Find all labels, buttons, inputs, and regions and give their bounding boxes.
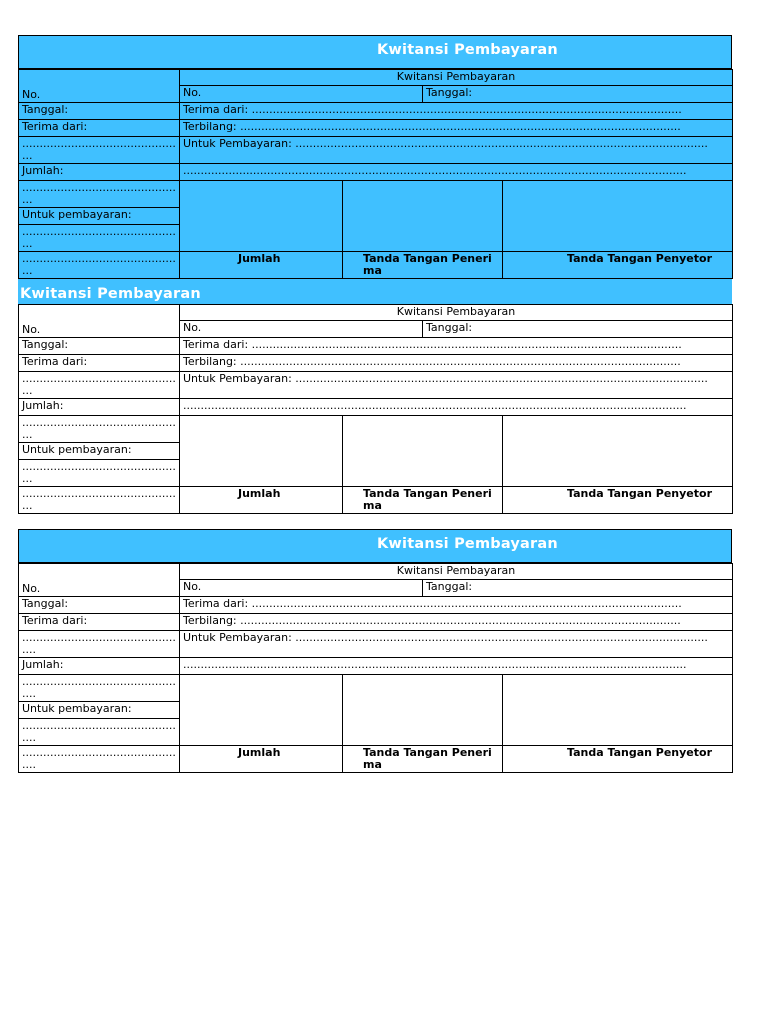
- receipt-3: [18, 529, 732, 773]
- jumlah-box[interactable]: [180, 416, 343, 487]
- dots-line: ............................................: [22, 747, 176, 759]
- dots-line: ............................................: [22, 417, 176, 429]
- terima-dari-field[interactable]: Terima dari: ...........................................................................................................................: [180, 103, 733, 120]
- jumlah-caption: Jumlah: [180, 487, 343, 514]
- untuk-pembayaran-field[interactable]: Untuk Pembayaran: ......................................................................................................................: [180, 137, 733, 164]
- penyetor-signature-box[interactable]: [503, 675, 733, 746]
- dots-line: ............................................: [22, 461, 176, 473]
- receipt-title: Kwitansi Pembayaran: [20, 286, 201, 302]
- no-field[interactable]: No.: [180, 580, 423, 597]
- left-untuk-pembayaran-label: Untuk pembayaran:: [19, 443, 180, 460]
- left-no-label: No.: [19, 564, 180, 597]
- dots-line-end: ...: [22, 500, 33, 512]
- dots-line: ............................................: [22, 182, 176, 194]
- dots-line-end: ...: [22, 238, 33, 250]
- penerima-signature-box[interactable]: [343, 181, 503, 252]
- left-dotted-line: [19, 137, 180, 164]
- left-terima-dari-label: Terima dari:: [19, 120, 180, 137]
- left-terima-dari-label: Terima dari:: [19, 614, 180, 631]
- dots-line: ............................................: [22, 676, 176, 688]
- jumlah-caption: Jumlah: [180, 252, 343, 279]
- left-dotted-line: [19, 460, 180, 487]
- receipt-2: [18, 279, 732, 514]
- dots-line-end: ...: [22, 194, 33, 206]
- dots-line: ............................................: [22, 253, 176, 265]
- penerima-signature-box[interactable]: [343, 416, 503, 487]
- dots-line-end: ...: [22, 429, 33, 441]
- receipt-title-bar: [18, 529, 732, 563]
- jumlah-field[interactable]: ................................................................................................................................................: [180, 164, 733, 181]
- form-header: Kwitansi Pembayaran: [180, 305, 733, 321]
- form-header: Kwitansi Pembayaran: [180, 564, 733, 580]
- terima-dari-field[interactable]: Terima dari: ...........................................................................................................................: [180, 597, 733, 614]
- dots-line-end: ...: [22, 385, 33, 397]
- left-dotted-line: [19, 746, 180, 773]
- jumlah-caption: Jumlah: [180, 746, 343, 773]
- terbilang-field[interactable]: Terbilang: ..............................................................................................................................: [180, 355, 733, 372]
- left-jumlah-label: Jumlah:: [19, 164, 180, 181]
- penyetor-caption: Tanda Tangan Penyetor: [503, 746, 733, 773]
- receipt-title-bar: [18, 35, 732, 69]
- tanggal-field[interactable]: Tanggal:: [423, 580, 733, 597]
- dots-line: ............................................: [22, 138, 176, 150]
- dots-line-end: ....: [22, 732, 36, 744]
- no-field[interactable]: No.: [180, 86, 423, 103]
- left-untuk-pembayaran-label: Untuk pembayaran:: [19, 702, 180, 719]
- penyetor-signature-box[interactable]: [503, 181, 733, 252]
- dots-line: ............................................: [22, 373, 176, 385]
- left-dotted-line: [19, 225, 180, 252]
- tanggal-field[interactable]: Tanggal:: [423, 321, 733, 338]
- left-tanggal-label: Tanggal:: [19, 338, 180, 355]
- jumlah-field[interactable]: ................................................................................................................................................: [180, 399, 733, 416]
- dots-line: ............................................: [22, 488, 176, 500]
- dots-line-end: ...: [22, 473, 33, 485]
- dots-line-end: ...: [22, 150, 33, 162]
- left-tanggal-label: Tanggal:: [19, 597, 180, 614]
- penerima-caption: Tanda Tangan Penerima: [343, 487, 503, 514]
- untuk-pembayaran-field[interactable]: Untuk Pembayaran: ......................................................................................................................: [180, 631, 733, 658]
- left-untuk-pembayaran-label: Untuk pembayaran:: [19, 208, 180, 225]
- receipt-form: [18, 304, 733, 514]
- left-tanggal-label: Tanggal:: [19, 103, 180, 120]
- penyetor-caption: Tanda Tangan Penyetor: [503, 252, 733, 279]
- penyetor-caption: Tanda Tangan Penyetor: [503, 487, 733, 514]
- receipt-title: Kwitansi Pembayaran: [377, 42, 558, 58]
- dots-line-end: ...: [22, 265, 33, 277]
- left-dotted-line: [19, 675, 180, 702]
- receipt-1: [18, 35, 732, 279]
- dots-line: ............................................: [22, 720, 176, 732]
- form-header: Kwitansi Pembayaran: [180, 70, 733, 86]
- untuk-pembayaran-field[interactable]: Untuk Pembayaran: ......................................................................................................................: [180, 372, 733, 399]
- left-dotted-line: [19, 252, 180, 279]
- penerima-caption: Tanda Tangan Penerima: [343, 746, 503, 773]
- left-no-label: No.: [19, 70, 180, 103]
- dots-line: ............................................: [22, 632, 176, 644]
- penerima-signature-box[interactable]: [343, 675, 503, 746]
- jumlah-box[interactable]: [180, 675, 343, 746]
- receipt-title-bar: [18, 279, 732, 304]
- jumlah-field[interactable]: ................................................................................................................................................: [180, 658, 733, 675]
- dots-line: ............................................: [22, 226, 176, 238]
- left-dotted-line: [19, 631, 180, 658]
- no-field[interactable]: No.: [180, 321, 423, 338]
- left-dotted-line: [19, 416, 180, 443]
- dots-line-end: ....: [22, 688, 36, 700]
- terbilang-field[interactable]: Terbilang: ..............................................................................................................................: [180, 120, 733, 137]
- receipt-title: Kwitansi Pembayaran: [377, 536, 558, 552]
- left-jumlah-label: Jumlah:: [19, 658, 180, 675]
- penerima-caption: Tanda Tangan Penerima: [343, 252, 503, 279]
- left-dotted-line: [19, 487, 180, 514]
- left-dotted-line: [19, 181, 180, 208]
- jumlah-box[interactable]: [180, 181, 343, 252]
- left-terima-dari-label: Terima dari:: [19, 355, 180, 372]
- terima-dari-field[interactable]: Terima dari: ...........................................................................................................................: [180, 338, 733, 355]
- left-jumlah-label: Jumlah:: [19, 399, 180, 416]
- terbilang-field[interactable]: Terbilang: ..............................................................................................................................: [180, 614, 733, 631]
- tanggal-field[interactable]: Tanggal:: [423, 86, 733, 103]
- penyetor-signature-box[interactable]: [503, 416, 733, 487]
- dots-line-end: ....: [22, 644, 36, 656]
- receipt-form: [18, 563, 733, 773]
- receipt-form: [18, 69, 733, 279]
- dots-line-end: ....: [22, 759, 36, 771]
- left-dotted-line: [19, 719, 180, 746]
- left-no-label: No.: [19, 305, 180, 338]
- left-dotted-line: [19, 372, 180, 399]
